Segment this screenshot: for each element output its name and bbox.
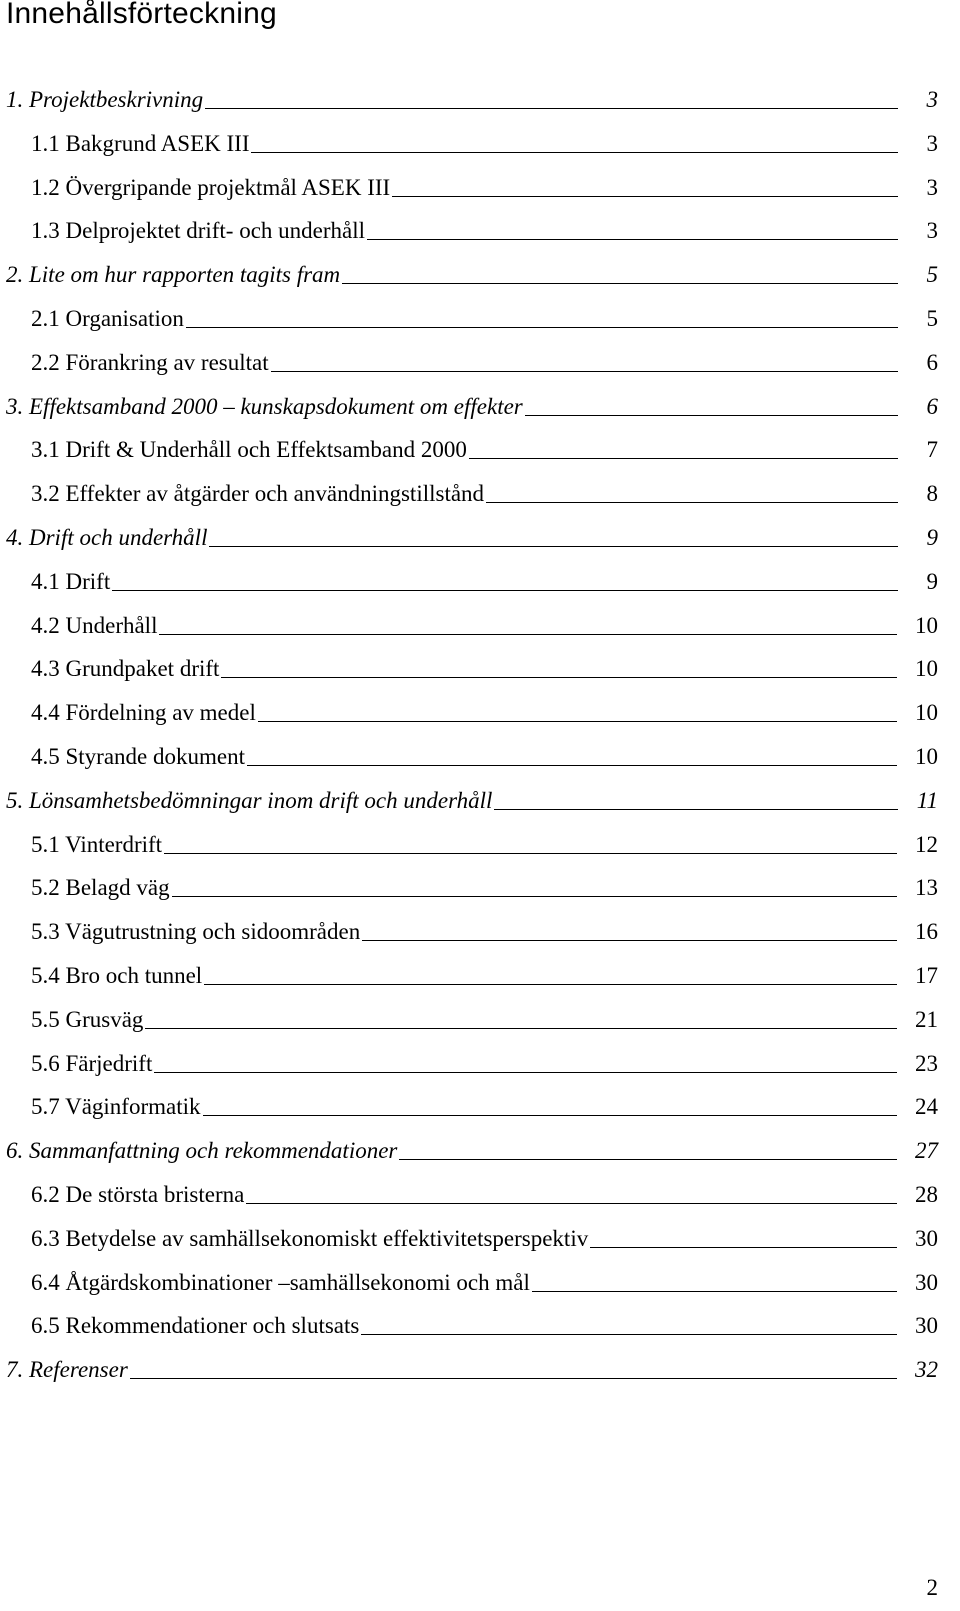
toc-entry[interactable] [6, 215, 938, 247]
toc-entry-page: 3 [926, 87, 938, 112]
toc-entry[interactable] [6, 1267, 938, 1299]
toc-entry-label: 5. Lönsamhetsbedömningar inom drift och underhåll [6, 787, 493, 813]
toc-entry-page: 3 [926, 130, 938, 156]
toc-entry-label: 5.5 Grusväg [31, 1006, 144, 1032]
toc-entry-page: 10 [915, 656, 938, 682]
toc-entry-page: 30 [915, 1313, 938, 1339]
toc-entry-label: 1.3 Delprojektet drift- och underhåll [31, 218, 366, 244]
toc-entry[interactable] [6, 128, 938, 160]
toc-entry-page: 30 [915, 1269, 938, 1295]
toc-entry[interactable] [6, 741, 938, 773]
toc-leader-line [532, 1291, 897, 1292]
toc-entry-page: 28 [915, 1182, 938, 1207]
toc-entry[interactable] [6, 916, 938, 948]
toc-entry-label: 6.2 De största bristerna [31, 1182, 245, 1207]
toc-entry[interactable] [6, 172, 938, 204]
toc-leader-line [209, 546, 898, 547]
page-number: 2 [926, 1575, 938, 1600]
toc-entry-page: 23 [915, 1050, 938, 1076]
toc-entry-label: 5.3 Vägutrustning och sidoområden [31, 919, 361, 945]
toc-leader-line [342, 283, 898, 284]
toc-entry[interactable] [6, 522, 938, 554]
toc-entry-page: 6 [926, 349, 938, 375]
toc-entry-page: 16 [915, 919, 938, 945]
toc-entry-label: 6.4 Åtgärdskombinationer –samhällsekonomi och mål [31, 1269, 530, 1295]
toc-entry[interactable] [6, 391, 938, 423]
toc-entry-page: 5 [926, 306, 938, 331]
toc-entry[interactable] [6, 478, 938, 510]
toc-entry[interactable] [6, 697, 938, 729]
toc-entry-page: 9 [926, 568, 938, 594]
toc-entry-page: 10 [915, 700, 938, 726]
toc-entry-label: 3.1 Drift & Underhåll och Effektsamband 2000 [31, 437, 467, 463]
toc-entry[interactable] [6, 1179, 938, 1211]
toc-entry[interactable] [6, 1004, 938, 1036]
toc-entry-label: 5.4 Bro och tunnel [31, 963, 203, 988]
toc-entry[interactable] [6, 829, 938, 861]
toc-entry-label: 5.7 Väginformatik [31, 1094, 201, 1120]
toc-entry-label: 4.4 Fördelning av medel [31, 700, 256, 726]
toc-leader-line [251, 152, 898, 153]
toc-entry-label: 5.1 Vinterdrift [31, 831, 163, 857]
toc-entry[interactable] [6, 960, 938, 992]
toc-leader-line [204, 984, 897, 985]
toc-entry-page: 6 [926, 393, 938, 419]
toc-entry[interactable] [6, 610, 938, 642]
toc-entry[interactable] [6, 1310, 938, 1342]
toc-entry[interactable] [6, 653, 938, 685]
toc-entry-label: 6. Sammanfattning och rekommendationer [6, 1138, 398, 1164]
toc-leader-line [399, 1159, 897, 1160]
toc-entry-label: 2.2 Förankring av resultat [31, 349, 269, 375]
toc-entry-page: 13 [915, 875, 938, 901]
toc-entry[interactable] [6, 303, 938, 335]
toc-leader-line [145, 1028, 897, 1029]
toc-leader-line [486, 502, 898, 503]
toc-leader-line [164, 853, 897, 854]
toc-leader-line [172, 896, 897, 897]
toc-entry-label: 4. Drift och underhåll [6, 525, 208, 550]
toc-leader-line [130, 1378, 897, 1379]
toc-leader-line [221, 677, 897, 678]
toc-entry[interactable] [6, 259, 938, 291]
toc-entry-page: 30 [915, 1225, 938, 1251]
toc-entry-page: 24 [915, 1094, 938, 1120]
toc-entry-label: 7. Referenser [6, 1357, 128, 1383]
toc-entry-page: 9 [926, 525, 938, 550]
toc-entry-label: 6.5 Rekommendationer och slutsats [31, 1313, 360, 1339]
toc-entry[interactable] [6, 566, 938, 598]
toc-entry-label: 4.5 Styrande dokument [31, 744, 245, 769]
toc-leader-line [246, 1203, 897, 1204]
toc-leader-line [361, 1334, 897, 1335]
toc-entry-page: 10 [915, 744, 938, 769]
toc-leader-line [247, 765, 897, 766]
toc-entry-label: 2. Lite om hur rapporten tagits fram [6, 262, 341, 288]
toc-entry[interactable] [6, 434, 938, 466]
toc-entry-label: 1.2 Övergripande projektmål ASEK III [31, 174, 391, 200]
toc-entry[interactable] [6, 1354, 938, 1386]
toc-leader-line [494, 809, 898, 810]
toc-entry-page: 11 [916, 787, 938, 813]
toc-leader-line [367, 239, 898, 240]
toc-entry-label: 4.1 Drift [31, 568, 111, 594]
toc-entry[interactable] [6, 1091, 938, 1123]
toc-leader-line [203, 1115, 898, 1116]
toc-entry[interactable] [6, 1048, 938, 1080]
toc-entry[interactable] [6, 1135, 938, 1167]
toc-entry-label: 4.2 Underhåll [31, 612, 158, 638]
toc-entry[interactable] [6, 1223, 938, 1255]
toc-entry-page: 5 [926, 262, 938, 288]
toc-leader-line [258, 721, 897, 722]
toc-entry-page: 12 [915, 831, 938, 857]
toc-leader-line [112, 590, 898, 591]
toc-entry-page: 8 [926, 481, 938, 507]
toc-leader-line [469, 458, 898, 459]
toc-entry-page: 17 [915, 963, 938, 988]
toc-entry-label: 6.3 Betydelse av samhällsekonomiskt effektivitetsperspektiv [31, 1225, 589, 1251]
toc-leader-line [205, 108, 898, 109]
toc-entry-label: 3.2 Effekter av åtgärder och användningstillstånd [31, 481, 485, 507]
toc-entry-label: 1.1 Bakgrund ASEK III [31, 130, 250, 156]
toc-entry[interactable] [6, 872, 938, 904]
toc-entry-page: 3 [926, 218, 938, 244]
toc-entry-page: 21 [915, 1006, 938, 1032]
toc-leader-line [392, 196, 898, 197]
toc-entry[interactable] [6, 84, 938, 116]
toc-entry-label: 2.1 Organisation [31, 306, 184, 331]
toc-entry-page: 10 [915, 612, 938, 638]
toc-entry-label: 5.2 Belagd väg [31, 875, 170, 901]
toc-entry-label: 4.3 Grundpaket drift [31, 656, 220, 682]
toc-entry-page: 3 [926, 174, 938, 200]
toc-leader-line [362, 940, 897, 941]
toc-leader-line [186, 327, 898, 328]
toc-entry[interactable] [6, 785, 938, 817]
toc-entry-label: 5.6 Färjedrift [31, 1050, 153, 1076]
toc-entry[interactable] [6, 347, 938, 379]
toc-leader-line [159, 634, 897, 635]
page-title: Innehållsförteckning [6, 0, 277, 30]
toc-entry-label: 3. Effektsamband 2000 – kunskapsdokument om effekter [6, 393, 523, 419]
toc-leader-line [154, 1072, 897, 1073]
toc-leader-line [271, 371, 898, 372]
toc-entry-page: 32 [915, 1357, 938, 1383]
toc-entry-page: 7 [926, 437, 938, 463]
toc-entry-page: 27 [915, 1138, 938, 1164]
toc-entry-label: 1. Projektbeskrivning [6, 87, 204, 112]
toc-leader-line [525, 415, 898, 416]
toc-leader-line [590, 1247, 897, 1248]
